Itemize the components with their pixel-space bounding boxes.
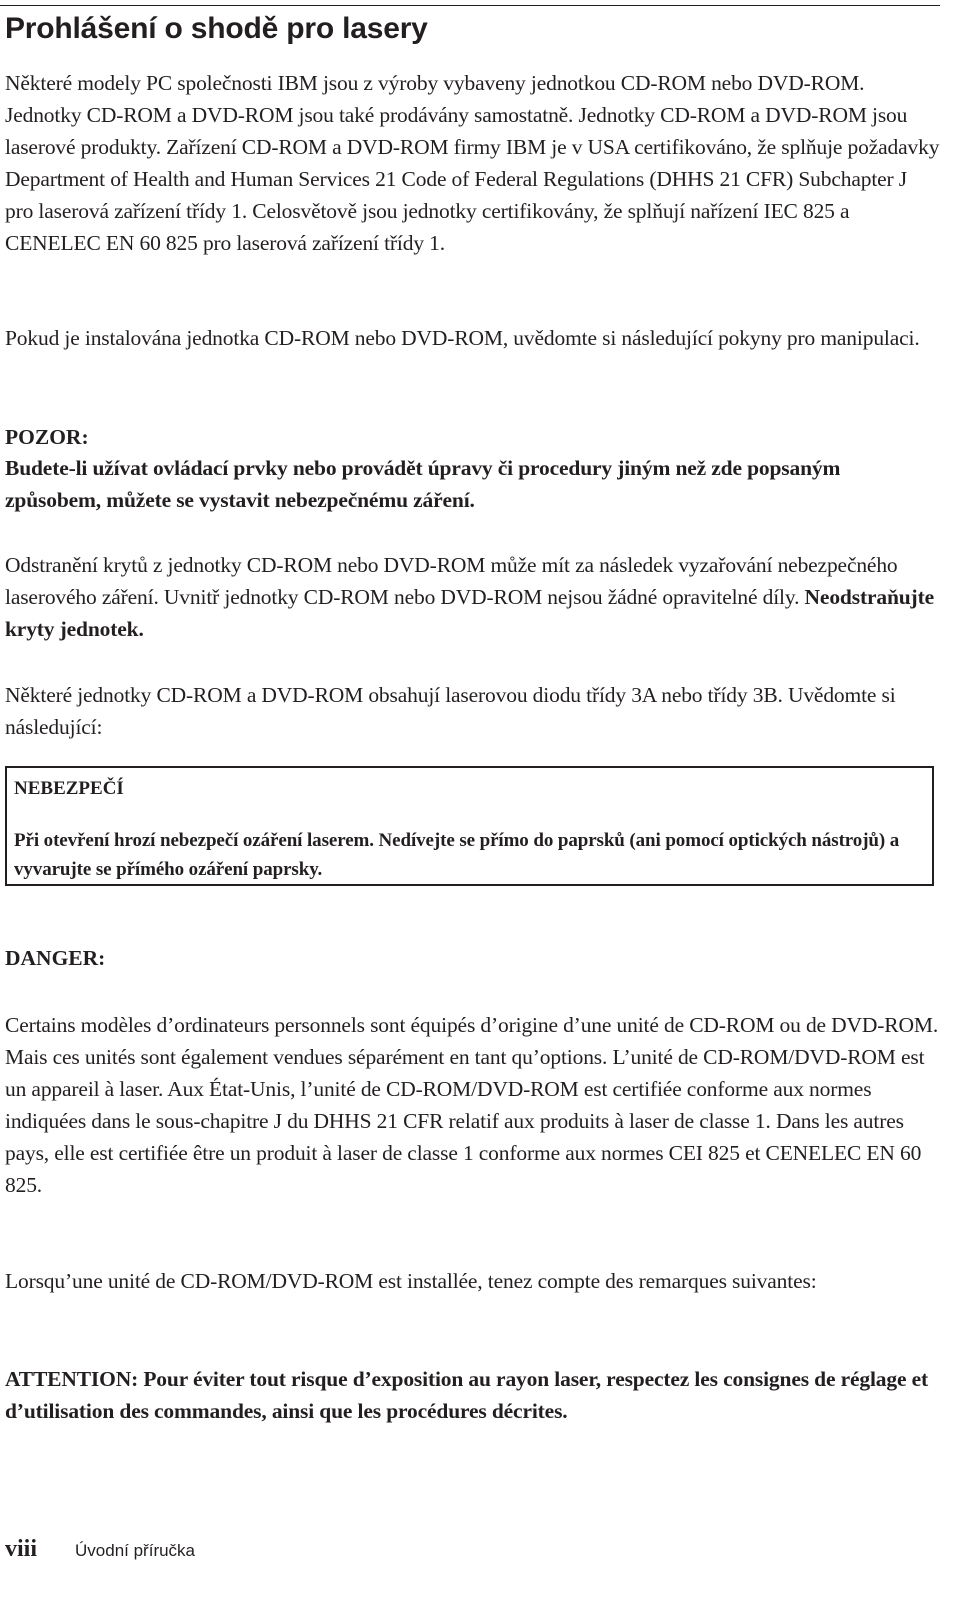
page-number: viii (5, 1536, 38, 1562)
running-footer-title: Úvodní příručka (75, 1541, 196, 1560)
cz-intro-paragraph: Některé modely PC společnosti IBM jsou z výroby vybaveny jednotkou CD-ROM nebo DVD-ROM. Jednotky CD-ROM a DVD-ROM jsou také prodávány samostatně. Jednotky CD-ROM a DVD-ROM jsou laserové produkty. Zařízení CD-ROM a DVD-ROM firmy IBM je v USA certifikováno, že splňuje požadavky Department of Health and Human Services 21 Code of Federal Regulations (DHHS 21 CFR) Subchapter J pro laserová zařízení třídy 1. Celosvětově jsou jednotky certifikovány, že splňují nařízení IEC 825 a CENELEC EN 60 825 pro laserová zařízení třídy 1. (5, 71, 940, 255)
fr-intro-paragraph: Certains modèles d’ordinateurs personnels sont équipés d’origine d’une unité de CD-ROM ou de DVD-ROM. Mais ces unités sont également vendues séparément en tant qu’options. L’unité de CD-ROM/DVD-ROM est un appareil à laser. Aux État-Unis, l’unité de CD-ROM/DVD-ROM est certifiée conforme aux normes indiquées dans le sous-chapitre J du DHHS 21 CFR relatif aux produits à laser de classe 1. Dans les autres pays, elle est certifiée être un produit à laser de classe 1 conforme aux normes CEI 825 et CENELEC EN 60 825. (5, 1013, 939, 1197)
fr-handling-paragraph: Lorsqu’une unité de CD-ROM/DVD-ROM est installée, tenez compte des remarques suivantes: (5, 1269, 817, 1293)
top-rule (0, 5, 940, 6)
cz-caution-text: Budete-li užívat ovládací prvky nebo provádět úpravy či procedury jiným než zde popsaným způsobem, můžete se vystavit nebezpečnému záření. (5, 456, 841, 512)
page-title: Prohlášení o shodě pro lasery (5, 12, 428, 45)
cz-handling-paragraph: Pokud je instalována jednotka CD-ROM nebo DVD-ROM, uvědomte si následující pokyny pro manipulaci. (5, 326, 920, 350)
cz-caution-label: POZOR: (5, 425, 89, 449)
page-footer (5, 1534, 195, 1566)
cz-covers-warning: Neodstraňujte kryty jednotek. (5, 585, 934, 641)
cz-covers-text: Odstranění krytů z jednotky CD-ROM nebo DVD-ROM může mít za následek vyzařování nebezpečného laserového záření. Uvnitř jednotky CD-ROM nebo DVD-ROM nejsou žádné opravitelné díly. (5, 553, 898, 609)
danger-notice-title: NEBEZPEČÍ (14, 778, 124, 799)
danger-notice-box (5, 766, 934, 886)
fr-danger-label: DANGER: (5, 946, 106, 970)
cz-diode-paragraph: Některé jednotky CD-ROM a DVD-ROM obsahují laserovou diodu třídy 3A nebo třídy 3B. Uvědomte si následující: (5, 683, 896, 739)
cz-covers-paragraph (5, 549, 940, 645)
fr-attention-paragraph: ATTENTION: Pour éviter tout risque d’exposition au rayon laser, respectez les consignes de réglage et d’utilisation des commandes, ainsi que les procédures décrites. (5, 1367, 929, 1423)
danger-notice-text: Při otevření hrozí nebezpečí ozáření laserem. Nedívejte se přímo do paprsků (ani pomocí optických nástrojů) a vyvarujte se přímého ozáření paprsky. (14, 830, 900, 880)
